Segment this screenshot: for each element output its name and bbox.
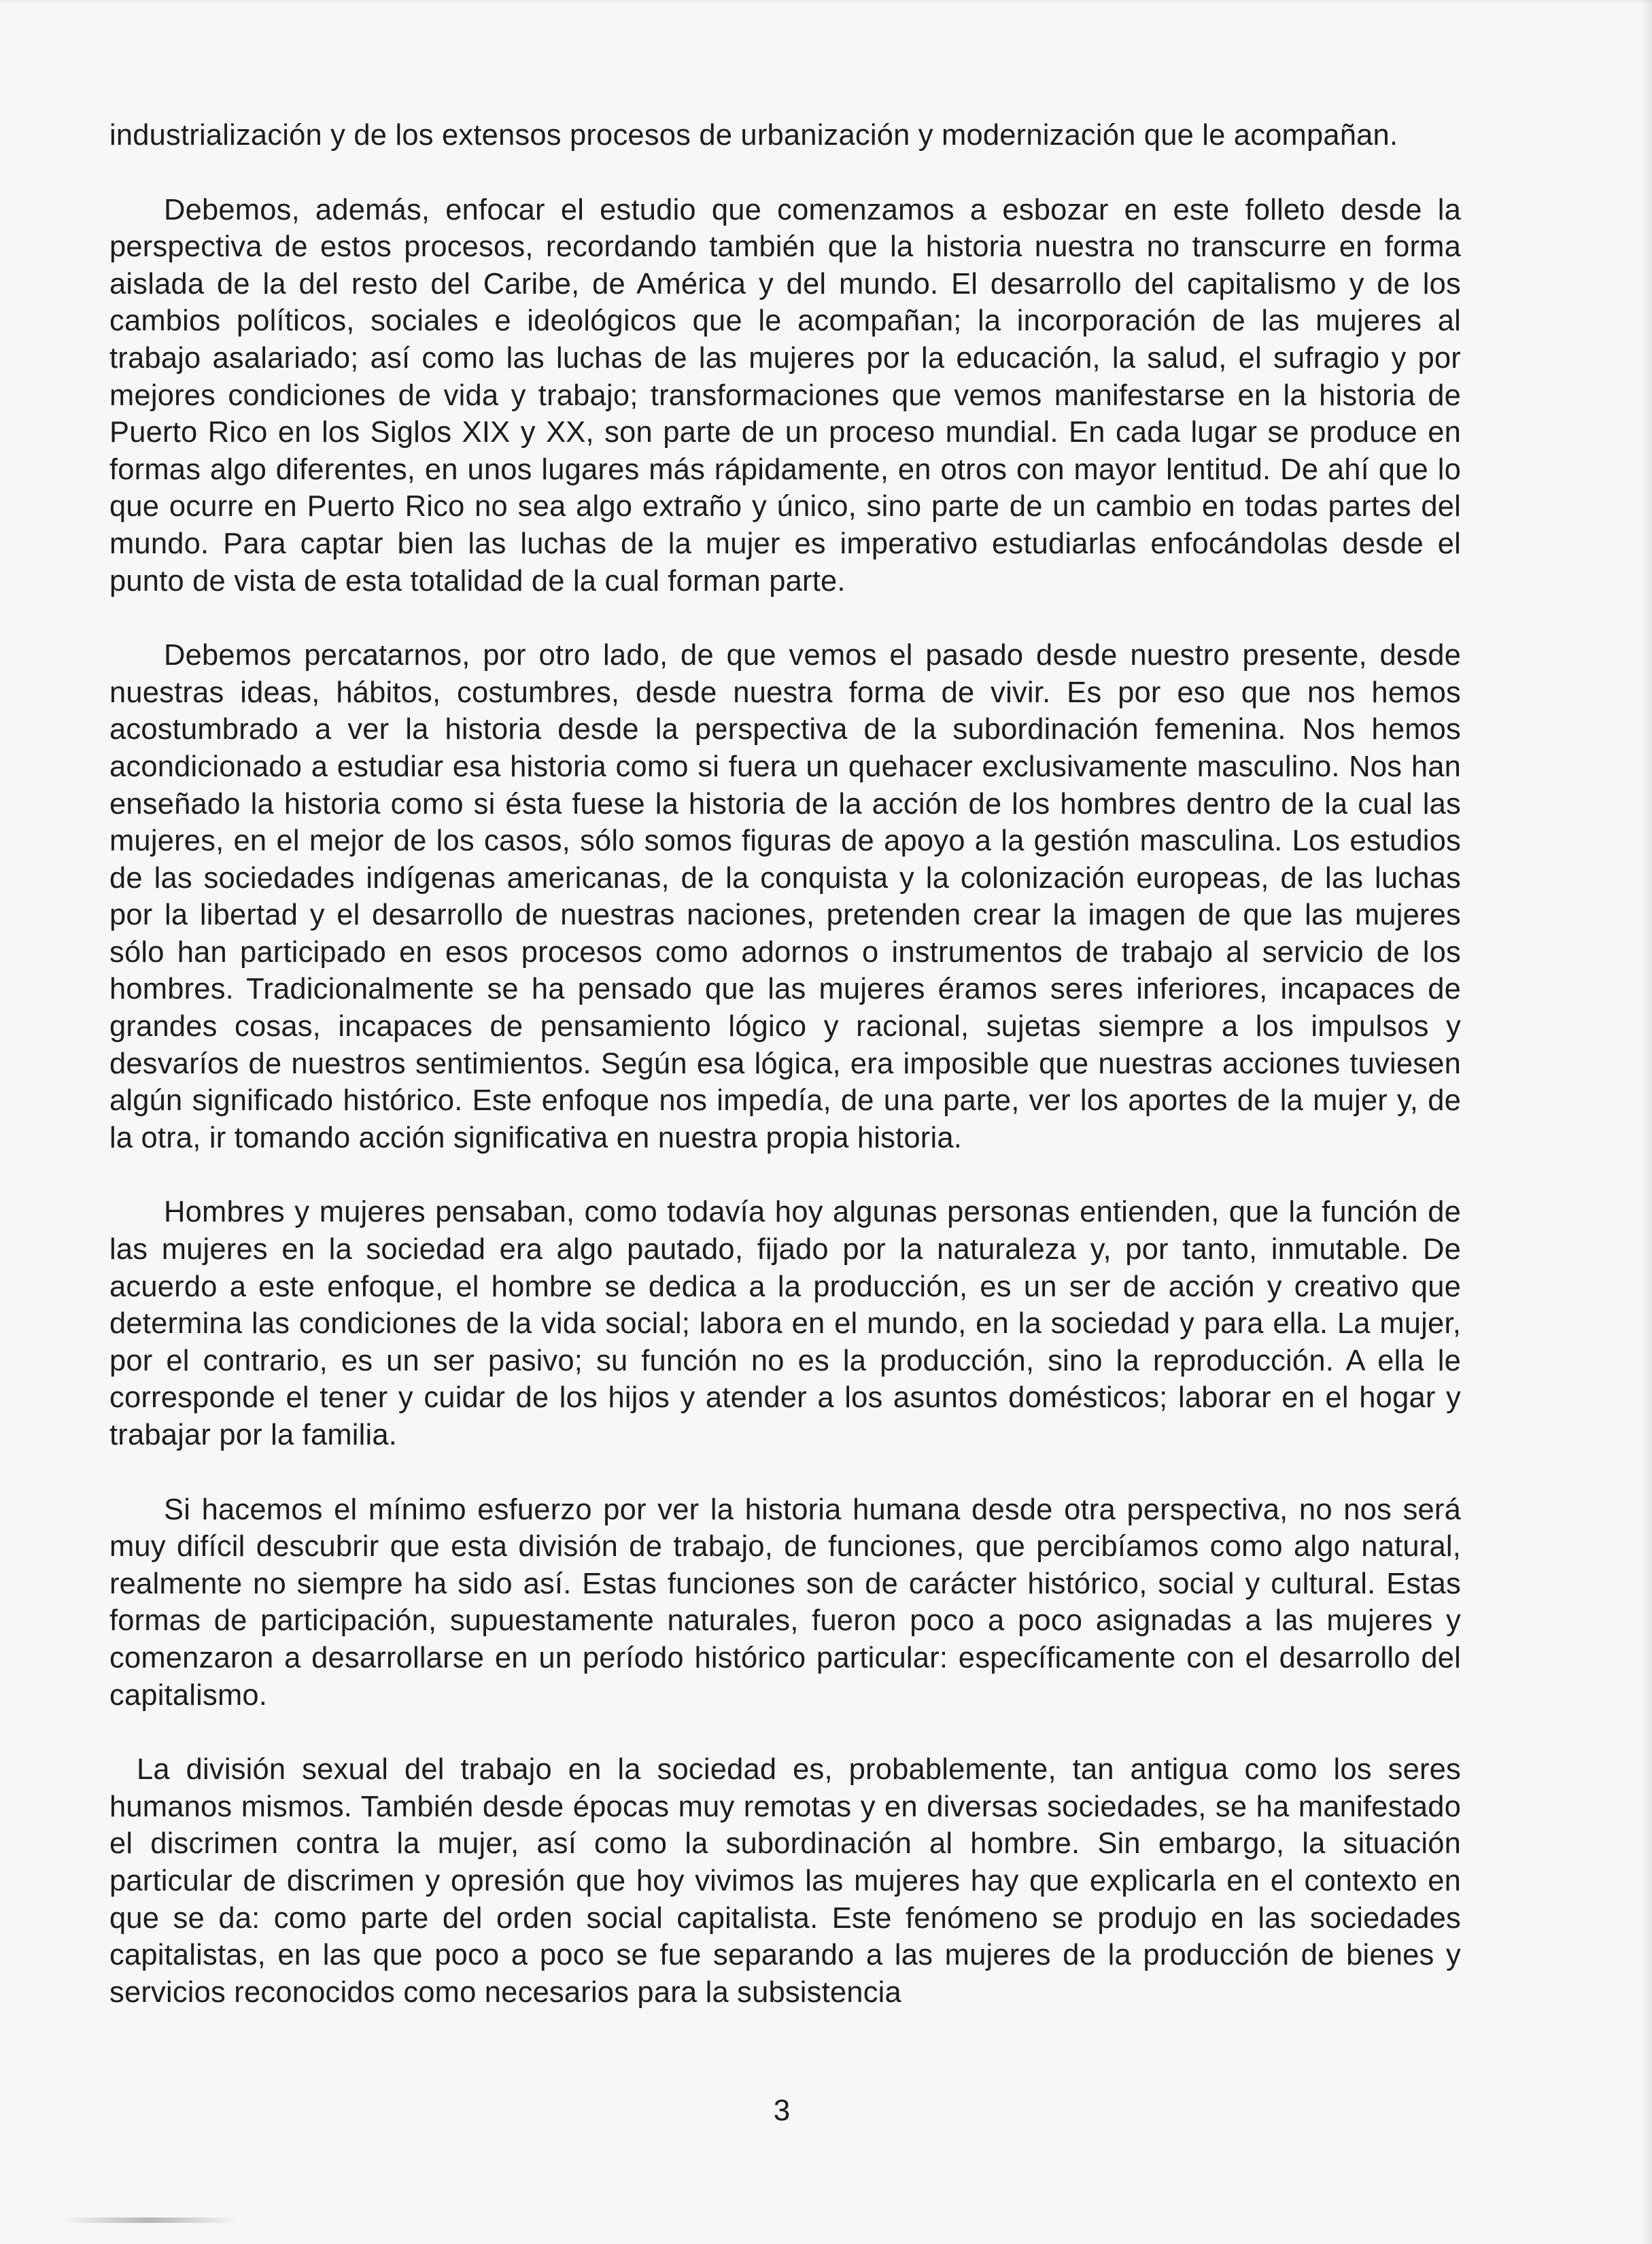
paragraph: Debemos, además, enfocar el estudio que comenzamos a esbozar en este folleto desde la perspectiva de estos procesos, recordando también que la historia nuestra no transcurre en forma aislada de la del resto del Caribe, de América y del mundo. El desarrollo del capitalismo y de los cambios políticos, sociales e ideológicos que le acompañan; la incorporación de las mujeres al trabajo asalariado; así como las luchas de las mujeres por la educación, la salud, el sufragio y por mejores condiciones de vida y trabajo; transformaciones que vemos manifestarse en la historia de Puerto Rico en los Siglos XIX y XX, son parte de un proceso mundial. En cada lugar se produce en formas algo diferentes, en unos lugares más rápidamente, en otros con mayor lentitud. De ahí que lo que ocurre en Puerto Rico no sea algo extraño y único, sino parte de un cambio en todas partes del mundo. Para captar bien las luchas de la mujer es imperativo estudiarlas enfocándolas desde el punto de vista de esta totalidad de la cual forman parte. [109, 193, 1461, 598]
paragraph: Hombres y mujeres pensaban, como todavía hoy algunas personas entienden, que la función de las mujeres en la sociedad era algo pautado, fijado por la naturaleza y, por tanto, inmutable. De acuerdo a este enfoque, el hombre se dedica a la producción, es un ser de acción y creativo que determina las condiciones de la vida social; labora en el mundo, en la sociedad y para ella. La mujer, por el contrario, es un ser pasivo; su función no es la producción, sino la reproducción. A ella le corresponde el tener y cuidar de los hijos y atender a los asuntos domésticos; laborar en el hogar y trabajar por la familia. [109, 1196, 1461, 1451]
paragraph: La división sexual del trabajo en la sociedad es, probablemente, tan antigua como los seres humanos mismos. También desde épocas muy remotas y en diversas sociedades, se ha manifestado el discrimen contra la mujer, así como la subordinación al hombre. Sin embargo, la situación particular de discrimen y opresión que hoy vivimos las mujeres hay que explicarla en el contexto en que se da: como parte del orden social capitalista. Este fenómeno se produjo en las sociedades capitalistas, en las que poco a poco se fue separando a las mujeres de la producción de bienes y servicios reconocidos como necesarios para la subsistencia [109, 1753, 1461, 2009]
scan-smudge [61, 2217, 238, 2223]
body-text [109, 117, 1461, 2048]
paragraph: industrialización y de los extensos procesos de urbanización y modernización que le acompañan. [109, 119, 1398, 152]
top-edge-shadow [0, 0, 1652, 4]
page-number: 3 [773, 2094, 791, 2127]
paragraph: Si hacemos el mínimo esfuerzo por ver la historia humana desde otra perspectiva, no nos será muy difícil descubrir que esta división de trabajo, de funciones, que percibíamos como algo natural, realmente no siempre ha sido así. Estas funciones son de carácter histórico, social y cultural. Estas formas de participación, supuestamente naturales, fueron poco a poco asignadas a las mujeres y comenzaron a desarrollarse en un período histórico particular: específicamente con el desarrollo del capitalismo. [109, 1493, 1461, 1712]
right-edge-shadow [1642, 0, 1652, 2244]
paragraph: Debemos percatarnos, por otro lado, de que vemos el pasado desde nuestro presente, desde nuestras ideas, hábitos, costumbres, desde nuestra forma de vivir. Es por eso que nos hemos acostumbrado a ver la historia desde la perspectiva de la subordinación femenina. Nos hemos acondicionado a estudiar esa historia como si fuera un quehacer exclusivamente masculino. Nos han enseñado la historia como si ésta fuese la historia de la acción de los hombres dentro de la cual las mujeres, en el mejor de los casos, sólo somos figuras de apoyo a la gestión masculina. Los estudios de las sociedades indígenas americanas, de la conquista y la colonización europeas, de las luchas por la libertad y el desarrollo de nuestras naciones, pretenden crear la imagen de que las mujeres sólo han participado en esos procesos como adornos o instrumentos de trabajo al servicio de los hombres. Tradicionalmente se ha pensado que las mujeres éramos seres inferiores, incapaces de grandes cosas, incapaces de pensamiento lógico y racional, sujetas siempre a los impulsos y desvaríos de nuestros sentimientos. Según esa lógica, era imposible que nuestras acciones tuviesen algún significado histórico. Este enfoque nos impedía, de una parte, ver los aportes de la mujer y, de la otra, ir tomando acción significativa en nuestra propia historia. [109, 639, 1461, 1154]
